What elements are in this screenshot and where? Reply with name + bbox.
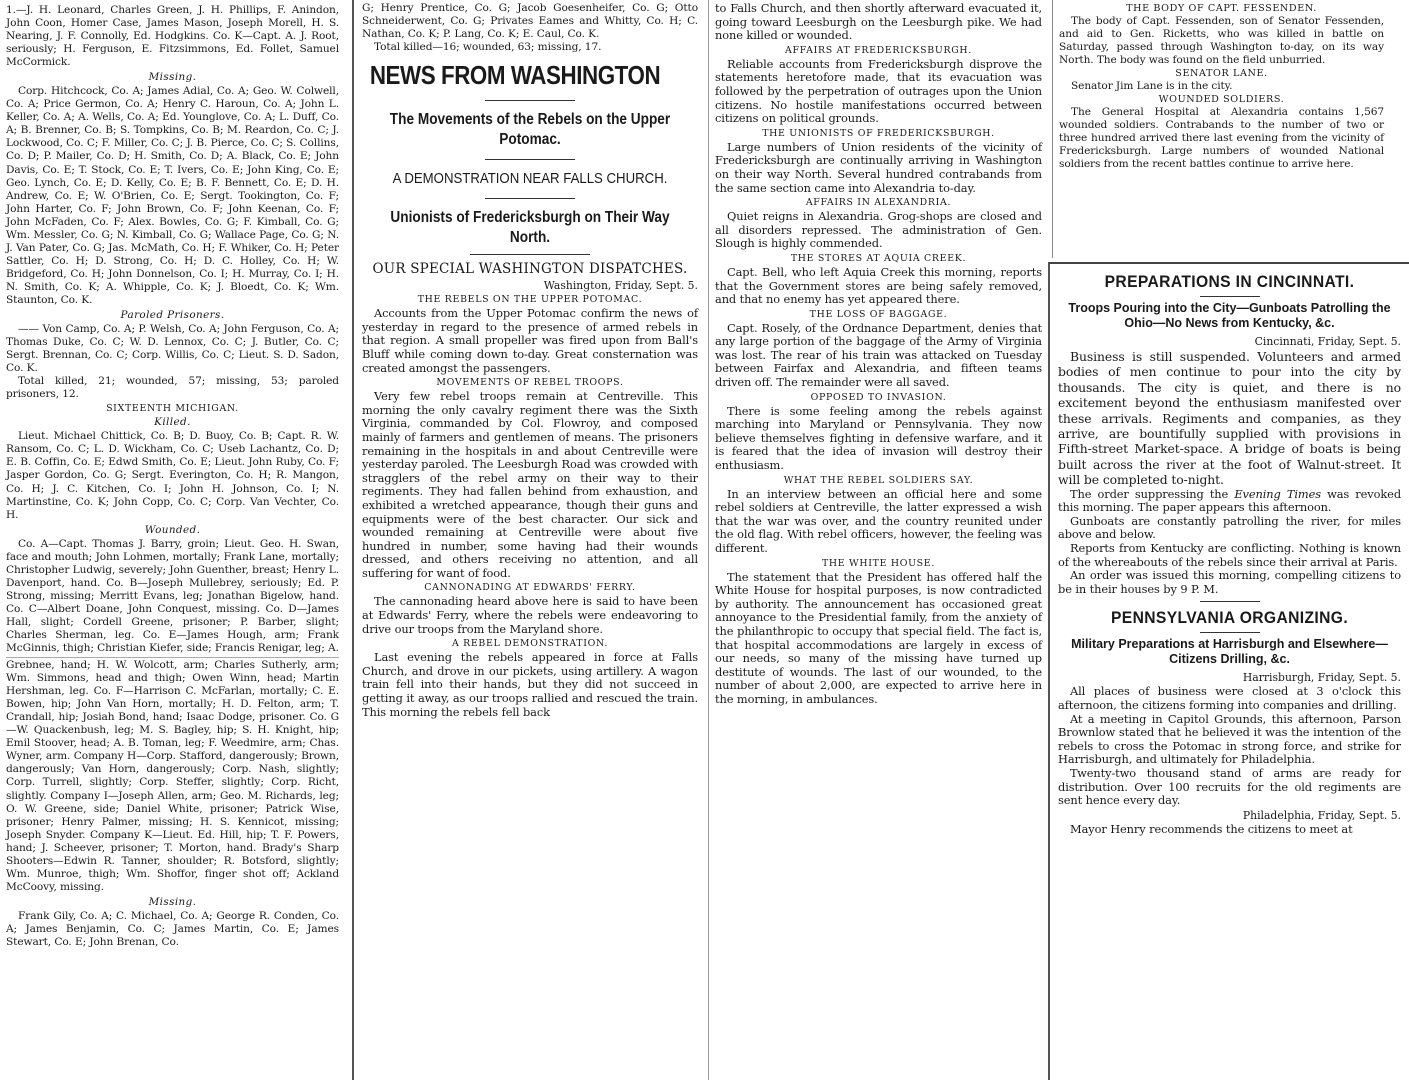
casualty-paragraph: Lieut. Michael Chittick, Co. B; D. Buoy, Co. B; Capt. R. W. Ransom, Co. C; L. D. Wickham, Co. C; Useb Lachantz, Co. D; E. B. Coffin, Co. E; Edwd Smith, Co. E; Lieut. John Ruby, Co. F; Jasper Gordon, Co. G; Sergt. Everington, Co. H; R. Mangon, Co. H; J. C. Kitchen, Co. I; John H. Johnson, Co. I; N. Martinstine, Co. K; John Copp, Co. C; Corp. Van Vechter, Co. H. (6, 430, 339, 521)
casualty-total: Total killed—16; wounded, 63; missing, 17. (374, 41, 602, 54)
article-paragraph: Last evening the rebels appeared in force at Falls Church, and drove in our pickets, using artillery. A wagon train fell into their hands, but they did not succeed in getting it away, as our troops rallied and rescued the train. This morning the rebels fell back (362, 650, 698, 719)
cincinnati-pennsylvania-clipping (1048, 262, 1409, 1080)
article-paragraph: Gunboats are constantly patrolling the river, for miles above and below. (1058, 513, 1401, 542)
main-headline: NEWS FROM WASHINGTON (369, 60, 661, 91)
section-heading: THE UNIONISTS OF FREDERICKSBURGH. (762, 127, 995, 139)
article-paragraph: Capt. Rosely, of the Ordnance Department, denies that any large portion of the baggage of the Army of Virginia was lost. The rear of his train was attacked on Tuesday between Fairfax and Alexandria, and fifteen teams driven off. The remainder were all saved. (715, 320, 1042, 390)
dateline: Harrisburgh, Friday, Sept. 5. (1242, 671, 1401, 685)
section-heading: THE REBELS ON THE UPPER POTOMAC. (417, 294, 643, 306)
section-heading: AFFAIRS AT FREDERICKSBURGH. (785, 44, 972, 56)
headline-deck: Unionists of Fredericksburgh on Their Way North. (390, 209, 670, 247)
divider (485, 100, 575, 101)
washington-briefs-clipping (1052, 0, 1390, 258)
article-text: The order suppressing the (1070, 486, 1235, 501)
article-paragraph: Very few rebel troops remain at Centreville. This morning the only cavalry regiment there was the Sixth Virginia, commanded by Col. Flowroy, and composed mainly of farmers and gentlemen of means. The prisoners remaining in the hospitals in and about Centreville were yesterday paroled. The Leesburgh Road was crowded with stragglers of the rebel army on their way to their regiments. They had fallen behind from exhaustion, and exhibited a wretched appearance, though their guns and equipments were of the best character. Our sick and wounded remaining at Centreville were about five hundred in number, some having had their wounds dressed, and others receiving no attention, and all suffering for want of food. (362, 389, 698, 580)
subhead-paroled: Paroled Prisoners. (120, 309, 225, 322)
section-heading: THE BODY OF CAPT. FESSENDEN. (1126, 3, 1317, 14)
article-paragraph: At a meeting in Capitol Grounds, this afternoon, Parson Brownlow stated that he believed it was the intention of the rebels to cross the Potomac in strong force, and strike for Harrisburgh, and ultimately for Philadelphia. (1058, 711, 1401, 767)
section-heading: A REBEL DEMONSTRATION. (451, 638, 609, 650)
article-paragraph: Twenty-two thousand stand of arms are ready for distribution. Over 100 recruits for the old regiments are sent hence every day. (1058, 765, 1401, 808)
casualty-paragraph: 1.—J. H. Leonard, Charles Green, J. H. Phillips, F. Anindon, John Coon, Homer Case, James Mason, Joseph Morell, H. S. Nearing, J. F. Connolly, Ed. Hodgkins. Co. K—Capt. A. J. Root, seriously; H. Ferguson, E. Fitzsimmons, Ed. Follet, Samuel McCormick. (6, 4, 339, 69)
washington-news-column (352, 0, 704, 1080)
washington-news-continued-column (708, 0, 1048, 1080)
headline-deck: The Movements of the Rebels on the Upper Potomac. (389, 111, 671, 149)
headline-deck: Troops Pouring into the City—Gunboats Patrolling the Ohio—No News from Kentucky, &c. (1068, 301, 1391, 330)
article-paragraph: Capt. Bell, who left Aquia Creek this morning, reports that the Government stores are being safely removed, and that no enemy has yet appeared there. (715, 264, 1042, 307)
article-text: was revoked this morning. The paper appears this afternoon. (1058, 486, 1402, 515)
casualty-paragraph: Grebnee, hand; H. W. Wolcott, arm; Charles Sutherly, arm; Wm. Simmons, head and thigh; Owen Winn, head; Martin Hershman, leg. Co. F—Harrison C. McFarlan, mortally; C. E. Bowen, hip; John Van Horn, mortally; H. D. Felton, arm; T. Crandall, hip; Josiah Bond, hand; Isaac Dodge, prisoner. Co. G—W. Quackenbush, leg; M. S. Bagley, hip; S. H. Knight, hip; Emil Stoover, head; A. B. Toman, leg; F. Weedmire, arm; Chas. Wyner, arm. Company H—Corp. Stafford, dangerously; Brown, dangerously; Van Horn, dangerously; Corp. Nash, slightly; Corp. Turrell, slightly; Corp. Steffer, slightly; Corp. Richt, slightly. Company I—Joseph Allen, arm; Geo. M. Richards, leg; O. W. Greene, side; Daniel White, prisoner; Patrick Wise, prisoner; Henry Palmer, missing; H. S. Kennicot, missing; Joseph Snyder. Company K—Lieut. Ed. Hill, hip; T. F. Powers, hand; J. Scheever, prisoner; T. Morton, hand. Brady's Sharp Shooters—Edwin R. Tanner, shoulder; R. Botsford, slightly; Wm. Munroe, thigh; Wm. Shoffor, finger shot off; Ackland McCoovy, missing. (6, 659, 339, 893)
section-heading: CANNONADING AT EDWARDS' FERRY. (424, 582, 636, 594)
dateline: Cincinnati, Friday, Sept. 5. (1254, 335, 1401, 348)
casualty-paragraph: Frank Gily, Co. A; C. Michael, Co. A; George R. Conden, Co. A; James Benjamin, Co. C; James Martin, Co. E; James Stewart, Co. E; John Brenan, Co. (6, 909, 339, 948)
divider (1200, 296, 1260, 297)
dateline: Philadelphia, Friday, Sept. 5. (1242, 808, 1401, 822)
casualty-paragraph: G; Henry Prentice, Co. G; Jacob Goesenheifer, Co. G; Otto Schneiderwent, Co. G; Privates Eames and Whitty, Co. H; C. Nathan, Co. K; P. Lang, Co. K; E. Caul, Co. K. (362, 2, 698, 41)
divider (470, 254, 590, 255)
article-paragraph: The body of Capt. Fessenden, son of Senator Fessenden, and aid to Gen. Ricketts, who was killed in battle on Saturday, passed through Washington to-day, on its way North. The body was found on the field unburried. (1059, 15, 1384, 67)
section-heading: AFFAIRS IN ALEXANDRIA. (805, 197, 952, 209)
headline-deck: A DEMONSTRATION NEAR FALLS CHURCH. (392, 170, 668, 188)
section-heading: MOVEMENTS OF REBEL TROOPS. (436, 377, 624, 389)
section-heading: THE LOSS OF BAGGAGE. (809, 308, 948, 320)
article-paragraph: The cannonading heard above here is said to have been at Edwards' Ferry, where the rebels were endeavoring to drive our troops from the Maryland shore. (362, 594, 698, 636)
divider (485, 198, 575, 199)
section-heading: OPPOSED TO INVASION. (810, 391, 947, 403)
newspaper-title: Evening Times (1234, 486, 1321, 501)
article-paragraph: Senator Jim Lane is in the city. (1071, 80, 1233, 93)
article-paragraph: Accounts from the Upper Potomac confirm the news of yesterday in regard to the presence of armed rebels in that region. A small propeller was fired upon from Ball's Bluff while coming down to-day. Great consternation was created amongst the passengers. (362, 306, 698, 375)
subhead-killed: Killed. (154, 416, 191, 429)
section-heading: WHAT THE REBEL SOLDIERS SAY. (783, 474, 974, 486)
article-paragraph (1058, 488, 1401, 515)
section-heading: WOUNDED SOLDIERS. (1158, 94, 1285, 106)
article-paragraph: to Falls Church, and then shortly afterward evacuated it, going toward Leesburgh on the Leesburgh pike. We had none killed or wounded. (715, 1, 1042, 43)
section-heading: THE WHITE HOUSE. (821, 557, 936, 569)
subhead-missing: Missing. (148, 71, 197, 84)
dispatch-heading: OUR SPECIAL WASHINGTON DISPATCHES. (372, 261, 688, 278)
casualty-paragraph: Co. A—Capt. Thomas J. Barry, groin; Lieut. Geo. H. Swan, face and mouth; John Lohmen, mortally; Frank Lane, mortally; Christopher Ludwig, severely; John Guenther, breast; Henry L. Davenport, hand. Co. B—Joseph Mullebrey, seriously; Ed. P. Strong, missing; Merritt Evans, leg; Jonathan Bigelow, hand. Co. C—Albert Doane, John Conquest, missing. Co. D—James Hall, slight; Cordell Greene, prisoner; P. Barber, slight; Charles Sherman, leg. Co. E—James Hough, arm; Frank McGinnis, thigh; Christian Kiefer, side; Francis Renigar, leg; A. (6, 537, 339, 655)
article-paragraph: The statement that the President has offered half the White House for hospital purposes, is now contradicted by authority. The announcement has occasioned great annoyance to the Presidential family, from the anxiety of the philanthropic to occupy that special field. The fact is, that hospital accommodations are largely in excess of our needs, so many of the missing have turned up destitute of wounds. The last of our wounded, to the number of about 2,000, are expected to arrive here in the morning, in ambulances. (715, 569, 1042, 706)
article-paragraph: Reliable accounts from Fredericksburgh disprove the statements heretofore made, that its evacuation was followed by the perpetration of outrages upon the Union citizens. No hostile manifestations occurred between citizens on political grounds. (715, 56, 1042, 126)
article-paragraph: In an interview between an official here and some rebel soldiers at Centreville, the latter expressed a wish that the war was over, and the country reunited under the old flag. With rebel officers, however, the feeling was different. (715, 486, 1042, 555)
casualty-list-column (0, 0, 345, 1080)
article-paragraph: All places of business were closed at 3 o'clock this afternoon, the citizens forming into companies and drilling. (1058, 684, 1401, 712)
casualty-paragraph: —— Von Camp, Co. A; P. Welsh, Co. A; John Ferguson, Co. A; Thomas Duke, Co. C; W. D. Lennox, Co. C; J. Butler, Co. C; Sergt. Brennan, Co. C; Corp. Willis, Co. C; Lieut. S. D. Sadon, Co. K. (6, 323, 339, 375)
subhead-wounded: Wounded. (144, 523, 201, 536)
cincinnati-headline: PREPARATIONS IN CINCINNATI. (1104, 272, 1355, 291)
section-heading: THE STORES AT AQUIA CREEK. (790, 252, 967, 264)
article-paragraph: Mayor Henry recommends the citizens to meet at (1070, 821, 1353, 836)
casualty-paragraph: Corp. Hitchcock, Co. A; James Adial, Co. A; Geo. W. Colwell, Co. A; Price Germon, Co. A; Henry C. Haroun, Co. A; John L. Keller, Co. A; A. Wells, Co. A; Ed. Younglove, Co. A; L. Duff, Co. A; B. Brenner, Co. B; S. Tompkins, Co. B; M. Reardon, Co. C; J. Lockwood, Co. C; F. Miller, Co. C; J. B. Pierce, Co. C; S. Collins, Co. D; P. Mailer, Co. D; H. Smith, Co. D; A. Black, Co. E; John Davis, Co. E; T. Stock, Co. E; T. Ivers, Co. E; John King, Co. E; Geo. Lynch, Co. E; D. Kelly, Co. E; B. F. Bennett, Co. E; D. H. Andrew, Co. E; W. O'Brien, Co. E; Sergt. Tookington, Co. F; John Harter, Co. F; John Brown, Co. F; John Keenan, Co. F; John McFaden, Co. F; Alex. Bowles, Co. G; F. Kimball, Co. G; Wm. Messler, Co. G; N. Kimball, Co. G; Wallace Page, Co. G; N. J. Van Pater, Co. G; Jas. McMath, Co. H; F. Whiker, Co. H; Peter Sattler, Co. H; D. Strong, Co. H; D. C. Holley, Co. H; W. Bridgeford, Co. H; John Donnelson, Co. I; H. Murray, Co. I; H. N. Smith, Co. K; A. Whipple, Co. K; J. Bloedt, Co. K; Wm. Staunton, Co. K. (6, 85, 339, 306)
regiment-heading: SIXTEENTH MICHIGAN. (106, 403, 239, 415)
article-paragraph: Business is still suspended. Volunteers and armed bodies of men continue to pour into the city by thousands. The city is quiet, and there is no excitement beyond the enthusiasm manifested over these arrivals. Regiments and companies, as they arrive, are bountifully supplied with provisions in Fifth-street Market-space. A bridge of boats is being built across the river at the foot of Walnut-street. It will be completed to-night. (1058, 349, 1401, 488)
dateline: Washington, Friday, Sept. 5. (543, 279, 698, 293)
article-paragraph: Reports from Kentucky are conflicting. Nothing is known of the whereabouts of the rebels since their arrival at Paris. (1058, 541, 1401, 569)
pennsylvania-headline: PENNSYLVANIA ORGANIZING. (1110, 608, 1349, 628)
divider (485, 159, 575, 160)
article-paragraph: Large numbers of Union residents of the vicinity of Fredericksburgh are continually arriving in Washington on their way North. Several hundred contrabands from the same section came into Alexandria to-day. (715, 139, 1042, 195)
divider (1200, 632, 1260, 633)
section-heading: SENATOR LANE. (1175, 68, 1268, 80)
headline-deck: Military Preparations at Harrisburgh and Elsewhere—Citizens Drilling, &c. (1071, 637, 1388, 667)
article-paragraph: An order was issued this morning, compelling citizens to be in their houses by 9 P. M. (1058, 568, 1401, 596)
article-paragraph: Quiet reigns in Alexandria. Grog-shops are closed and all disorders repressed. The administration of Gen. Slough is highly commended. (715, 209, 1042, 251)
article-paragraph: There is some feeling among the rebels against marching into Maryland or Pennsylvania. They now believe themselves fighting in defensive warfare, and it is feared that the idea of invasion will destroy their enthusiasm. (715, 403, 1042, 473)
divider (1200, 601, 1260, 602)
subhead-missing: Missing. (148, 895, 197, 908)
article-paragraph: The General Hospital at Alexandria contains 1,567 wounded soldiers. Contrabands to the number of two or three hundred arrived there last evening from the vicinity of Fredericksburgh. Large numbers of wounded National soldiers from the recent battles continue to arrive here. (1059, 106, 1384, 171)
casualty-total: Total killed, 21; wounded, 57; missing, 53; paroled prisoners, 12. (6, 375, 339, 401)
